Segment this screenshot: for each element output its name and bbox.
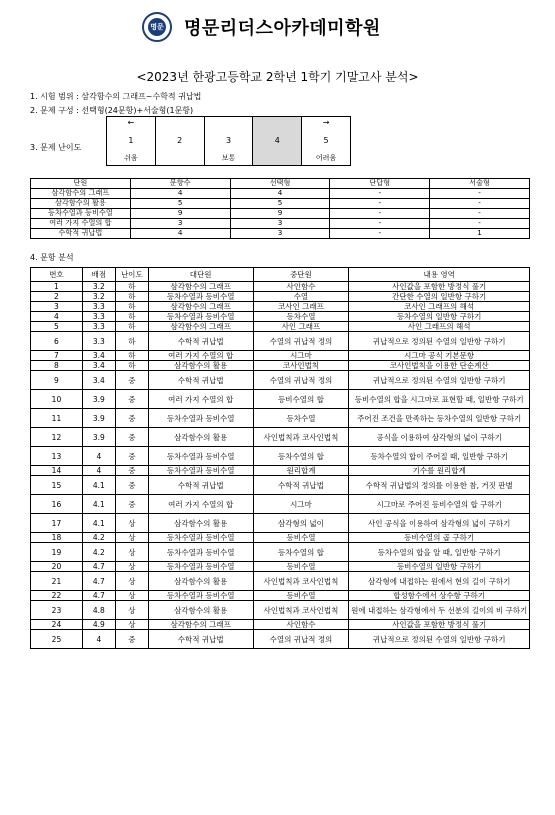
analysis-level: 중 (115, 466, 148, 476)
analysis-mid: 수열의 귀납적 정의 (253, 332, 349, 351)
analysis-mid: 등차수열의 합 (253, 543, 349, 562)
analysis-content: 시그마 공식 기본문항 (349, 351, 530, 361)
summary-cell: 3 (230, 229, 330, 239)
analysis-score: 3.3 (82, 302, 115, 312)
difficulty-scale (106, 116, 351, 166)
analysis-content: 등차수열의 합이 주어질 때, 일반항 구하기 (349, 447, 530, 466)
analysis-score: 4 (82, 630, 115, 649)
analysis-no: 4 (31, 312, 83, 322)
analysis-row (31, 351, 530, 361)
analysis-score: 4.7 (82, 562, 115, 572)
summary-cell: 4 (130, 229, 230, 239)
analysis-mid: 등비수열 (253, 591, 349, 601)
analysis-header: 배점 (82, 268, 115, 282)
analysis-level: 상 (115, 572, 148, 591)
analysis-mid: 사인법칙과 코사인법칙 (253, 428, 349, 447)
summary-row (31, 229, 530, 239)
analysis-no: 15 (31, 476, 83, 495)
analysis-major: 등차수열과 등비수열 (148, 466, 253, 476)
summary-cell: 5 (230, 199, 330, 209)
summary-row (31, 209, 530, 219)
analysis-row (31, 322, 530, 332)
analysis-row (31, 543, 530, 562)
analysis-score: 3.9 (82, 428, 115, 447)
analysis-mid: 등비수열 (253, 533, 349, 543)
summary-cell: - (430, 199, 530, 209)
summary-header: 문항수 (130, 179, 230, 189)
analysis-row (31, 282, 530, 292)
analysis-mid: 사인법칙과 코사인법칙 (253, 601, 349, 620)
page-title: <2023년 한광고등학교 2학년 1학기 기말고사 분석> (136, 70, 419, 84)
analysis-content: 합성함수에서 상수항 구하기 (349, 591, 530, 601)
analysis-content: 공식을 이용하여 삼각형의 넓이 구하기 (349, 428, 530, 447)
difficulty-cell (302, 117, 351, 166)
analysis-mid: 등비수열의 합 (253, 390, 349, 409)
analysis-score: 4.2 (82, 543, 115, 562)
analysis-row (31, 620, 530, 630)
analysis-row (31, 390, 530, 409)
analysis-no: 16 (31, 495, 83, 514)
analysis-row (31, 476, 530, 495)
difficulty-number: 5 (323, 136, 329, 146)
analysis-row (31, 630, 530, 649)
analysis-row (31, 533, 530, 543)
analysis-major: 삼각함수의 활용 (148, 601, 253, 620)
difficulty-number: 1 (128, 136, 134, 146)
exam-scope: 1. 시험 범위 : 삼각함수의 그래프~수학적 귀납법 (30, 92, 202, 101)
analysis-no: 3 (31, 302, 83, 312)
analysis-header: 중단원 (253, 268, 349, 282)
analysis-row (31, 591, 530, 601)
summary-cell: - (430, 219, 530, 229)
analysis-level: 중 (115, 390, 148, 409)
analysis-mid: 사인함수 (253, 282, 349, 292)
analysis-score: 3.9 (82, 390, 115, 409)
summary-header: 단원 (31, 179, 131, 189)
analysis-mid: 사인 그래프 (253, 322, 349, 332)
analysis-level: 중 (115, 428, 148, 447)
school-logo (142, 12, 172, 42)
analysis-score: 3.4 (82, 351, 115, 361)
analysis-mid: 사인함수 (253, 620, 349, 630)
analysis-major: 등차수열과 등비수열 (148, 562, 253, 572)
analysis-major: 여러 가지 수열의 합 (148, 351, 253, 361)
difficulty-cell (253, 117, 302, 166)
analysis-content: 수학적 귀납법의 정의를 이용한 참, 거짓 판별 (349, 476, 530, 495)
summary-cell: 4 (130, 189, 230, 199)
analysis-mid: 시그마 (253, 351, 349, 361)
summary-cell: - (330, 229, 430, 239)
analysis-no: 12 (31, 428, 83, 447)
analysis-row (31, 409, 530, 428)
arrow-left-icon: ← (127, 118, 135, 127)
summary-cell: 5 (130, 199, 230, 209)
analysis-no: 13 (31, 447, 83, 466)
analysis-level: 중 (115, 409, 148, 428)
analysis-content: 삼각형에 내접하는 원에서 현의 길이 구하기 (349, 572, 530, 591)
analysis-level: 하 (115, 361, 148, 371)
analysis-major: 등차수열과 등비수열 (148, 543, 253, 562)
analysis-major: 등차수열과 등비수열 (148, 447, 253, 466)
analysis-score: 4.1 (82, 476, 115, 495)
analysis-mid: 등차수열의 합 (253, 447, 349, 466)
summary-cell: 3 (130, 219, 230, 229)
analysis-level: 상 (115, 601, 148, 620)
difficulty-label: 3. 문제 난이도 (30, 143, 82, 152)
difficulty-number: 2 (177, 136, 183, 146)
analysis-major: 등차수열과 등비수열 (148, 591, 253, 601)
analysis-no: 6 (31, 332, 83, 351)
difficulty-number: 4 (274, 136, 280, 146)
analysis-major: 삼각함수의 활용 (148, 361, 253, 371)
difficulty-label: 어려움 (315, 154, 337, 162)
analysis-label: 4. 문항 분석 (30, 253, 74, 262)
analysis-mid: 수열의 귀납적 정의 (253, 630, 349, 649)
analysis-level: 하 (115, 322, 148, 332)
summary-header: 서술형 (430, 179, 530, 189)
analysis-row (31, 292, 530, 302)
analysis-major: 등차수열과 등비수열 (148, 533, 253, 543)
analysis-major: 여러 가지 수열의 합 (148, 495, 253, 514)
analysis-level: 하 (115, 302, 148, 312)
analysis-score: 4.7 (82, 572, 115, 591)
analysis-no: 2 (31, 292, 83, 302)
academy-name: 명문리더스아카데미학원 (184, 18, 381, 39)
analysis-mid: 시그마 (253, 495, 349, 514)
summary-table (30, 178, 530, 239)
analysis-mid: 코사인 그래프 (253, 302, 349, 312)
analysis-content: 등비수열의 합을 시그마로 표현할 때, 일반항 구하기 (349, 390, 530, 409)
summary-cell: - (430, 209, 530, 219)
analysis-level: 중 (115, 371, 148, 390)
header (142, 10, 402, 44)
summary-cell: 수학적 귀납법 (31, 229, 131, 239)
analysis-major: 등차수열과 등비수열 (148, 409, 253, 428)
analysis-major: 수학적 귀납법 (148, 371, 253, 390)
analysis-no: 19 (31, 543, 83, 562)
analysis-no: 1 (31, 282, 83, 292)
analysis-major: 수학적 귀납법 (148, 332, 253, 351)
analysis-content: 사인 공식을 이용하여 삼각형의 넓이 구하기 (349, 514, 530, 533)
analysis-mid: 수열 (253, 292, 349, 302)
analysis-score: 3.3 (82, 332, 115, 351)
analysis-score: 3.4 (82, 371, 115, 390)
analysis-score: 4.7 (82, 591, 115, 601)
summary-row (31, 189, 530, 199)
analysis-no: 8 (31, 361, 83, 371)
analysis-score: 3.2 (82, 292, 115, 302)
analysis-level: 하 (115, 292, 148, 302)
difficulty-number: 3 (225, 136, 232, 146)
summary-cell: 삼각함수의 활용 (31, 199, 131, 209)
analysis-mid: 수열의 귀납적 정의 (253, 371, 349, 390)
analysis-no: 14 (31, 466, 83, 476)
analysis-row (31, 466, 530, 476)
analysis-table (30, 267, 530, 649)
difficulty-cell (107, 117, 156, 166)
analysis-mid: 사인법칙과 코사인법칙 (253, 572, 349, 591)
analysis-major: 등차수열과 등비수열 (148, 312, 253, 322)
logo-text: 명문 (148, 18, 166, 36)
analysis-content: 등비수열의 곱 구하기 (349, 533, 530, 543)
analysis-content: 원에 내접하는 삼각형에서 두 선분의 길이의 비 구하기 (349, 601, 530, 620)
analysis-content: 코사인 그래프의 해석 (349, 302, 530, 312)
analysis-score: 4.1 (82, 495, 115, 514)
analysis-score: 4.9 (82, 620, 115, 630)
analysis-score: 3.2 (82, 282, 115, 292)
arrow-right-icon: → (322, 118, 330, 127)
analysis-level: 중 (115, 495, 148, 514)
analysis-header: 내용 영역 (349, 268, 530, 282)
analysis-mid: 등차수열 (253, 312, 349, 322)
analysis-major: 삼각함수의 그래프 (148, 282, 253, 292)
analysis-content: 등차수열의 일반항 구하기 (349, 312, 530, 322)
analysis-level: 상 (115, 562, 148, 572)
summary-cell: - (330, 219, 430, 229)
analysis-row (31, 447, 530, 466)
analysis-major: 수학적 귀납법 (148, 476, 253, 495)
analysis-row (31, 572, 530, 591)
analysis-major: 등차수열과 등비수열 (148, 292, 253, 302)
analysis-content: 귀납적으로 정의된 수열의 일반항 구하기 (349, 371, 530, 390)
summary-cell: - (430, 189, 530, 199)
analysis-level: 상 (115, 620, 148, 630)
analysis-content: 귀납적으로 정의된 수열의 일반항 구하기 (349, 630, 530, 649)
analysis-level: 하 (115, 312, 148, 322)
analysis-mid: 삼각형의 넓이 (253, 514, 349, 533)
analysis-level: 중 (115, 476, 148, 495)
analysis-row (31, 514, 530, 533)
analysis-content: 사인값을 포함한 방정식 풀기 (349, 620, 530, 630)
analysis-no: 24 (31, 620, 83, 630)
analysis-level: 중 (115, 447, 148, 466)
summary-cell: 9 (130, 209, 230, 219)
analysis-no: 20 (31, 562, 83, 572)
analysis-mid: 등비수열 (253, 562, 349, 572)
summary-cell: 등차수열과 등비수열 (31, 209, 131, 219)
summary-row (31, 219, 530, 229)
analysis-mid: 등차수열 (253, 409, 349, 428)
summary-header: 단답형 (330, 179, 430, 189)
analysis-no: 25 (31, 630, 83, 649)
difficulty-label: 쉬움 (124, 154, 138, 162)
analysis-major: 여러 가지 수열의 합 (148, 390, 253, 409)
analysis-content: 간단한 수열의 일반항 구하기 (349, 292, 530, 302)
analysis-header: 대단원 (148, 268, 253, 282)
analysis-row (31, 332, 530, 351)
analysis-score: 4.2 (82, 533, 115, 543)
analysis-level: 상 (115, 514, 148, 533)
summary-cell: 삼각함수의 그래프 (31, 189, 131, 199)
analysis-major: 삼각함수의 그래프 (148, 620, 253, 630)
analysis-row (31, 312, 530, 322)
analysis-level: 중 (115, 630, 148, 649)
analysis-content: 주어진 조건을 만족하는 등차수열의 일반항 구하기 (349, 409, 530, 428)
analysis-content: 기수를 원리합계 (349, 466, 530, 476)
analysis-score: 4.8 (82, 601, 115, 620)
analysis-level: 상 (115, 591, 148, 601)
analysis-score: 4 (82, 466, 115, 476)
analysis-level: 하 (115, 282, 148, 292)
analysis-row (31, 601, 530, 620)
analysis-content: 사인값을 포함한 방정식 풀기 (349, 282, 530, 292)
analysis-row (31, 302, 530, 312)
analysis-no: 7 (31, 351, 83, 361)
analysis-content: 귀납적으로 정의된 수열의 일반항 구하기 (349, 332, 530, 351)
analysis-level: 하 (115, 332, 148, 351)
summary-cell: 여러 가지 수열의 합 (31, 219, 131, 229)
analysis-score: 3.3 (82, 322, 115, 332)
analysis-level: 상 (115, 533, 148, 543)
analysis-major: 수학적 귀납법 (148, 630, 253, 649)
analysis-no: 18 (31, 533, 83, 543)
analysis-major: 삼각함수의 활용 (148, 572, 253, 591)
analysis-score: 3.9 (82, 409, 115, 428)
analysis-no: 21 (31, 572, 83, 591)
difficulty-cell (155, 117, 204, 166)
analysis-header: 번호 (31, 268, 83, 282)
analysis-score: 3.4 (82, 361, 115, 371)
analysis-major: 삼각함수의 그래프 (148, 302, 253, 312)
analysis-row (31, 562, 530, 572)
analysis-major: 삼각함수의 활용 (148, 428, 253, 447)
analysis-major: 삼각함수의 그래프 (148, 322, 253, 332)
analysis-content: 등비수열의 일반항 구하기 (349, 562, 530, 572)
analysis-no: 5 (31, 322, 83, 332)
summary-header: 선택형 (230, 179, 330, 189)
analysis-score: 4 (82, 447, 115, 466)
summary-cell: 1 (430, 229, 530, 239)
analysis-content: 시그마로 주어진 등비수열의 합 구하기 (349, 495, 530, 514)
summary-cell: - (330, 189, 430, 199)
summary-cell: 3 (230, 219, 330, 229)
summary-cell: - (330, 199, 430, 209)
analysis-content: 사인 그래프의 해석 (349, 322, 530, 332)
analysis-content: 등차수열의 합을 알 때, 일반항 구하기 (349, 543, 530, 562)
analysis-mid: 수학적 귀납법 (253, 476, 349, 495)
analysis-row (31, 495, 530, 514)
summary-cell: 9 (230, 209, 330, 219)
analysis-row (31, 428, 530, 447)
analysis-mid: 코사인법칙 (253, 361, 349, 371)
analysis-no: 23 (31, 601, 83, 620)
analysis-no: 17 (31, 514, 83, 533)
analysis-no: 9 (31, 371, 83, 390)
analysis-level: 하 (115, 351, 148, 361)
analysis-no: 10 (31, 390, 83, 409)
analysis-mid: 원리합계 (253, 466, 349, 476)
difficulty-label: 보통 (221, 154, 236, 162)
difficulty-cell (204, 117, 253, 166)
summary-cell: - (330, 209, 430, 219)
analysis-row (31, 371, 530, 390)
analysis-score: 3.3 (82, 312, 115, 322)
analysis-no: 11 (31, 409, 83, 428)
exam-composition: 2. 문제 구성 : 선택형(24문항)+서술형(1문항) (30, 106, 194, 115)
analysis-no: 22 (31, 591, 83, 601)
analysis-score: 4.1 (82, 514, 115, 533)
analysis-major: 삼각함수의 활용 (148, 514, 253, 533)
analysis-header: 난이도 (115, 268, 148, 282)
analysis-row (31, 361, 530, 371)
analysis-content: 코사인법칙을 이용한 단순계산 (349, 361, 530, 371)
summary-cell: 4 (230, 189, 330, 199)
summary-row (31, 199, 530, 209)
analysis-level: 상 (115, 543, 148, 562)
